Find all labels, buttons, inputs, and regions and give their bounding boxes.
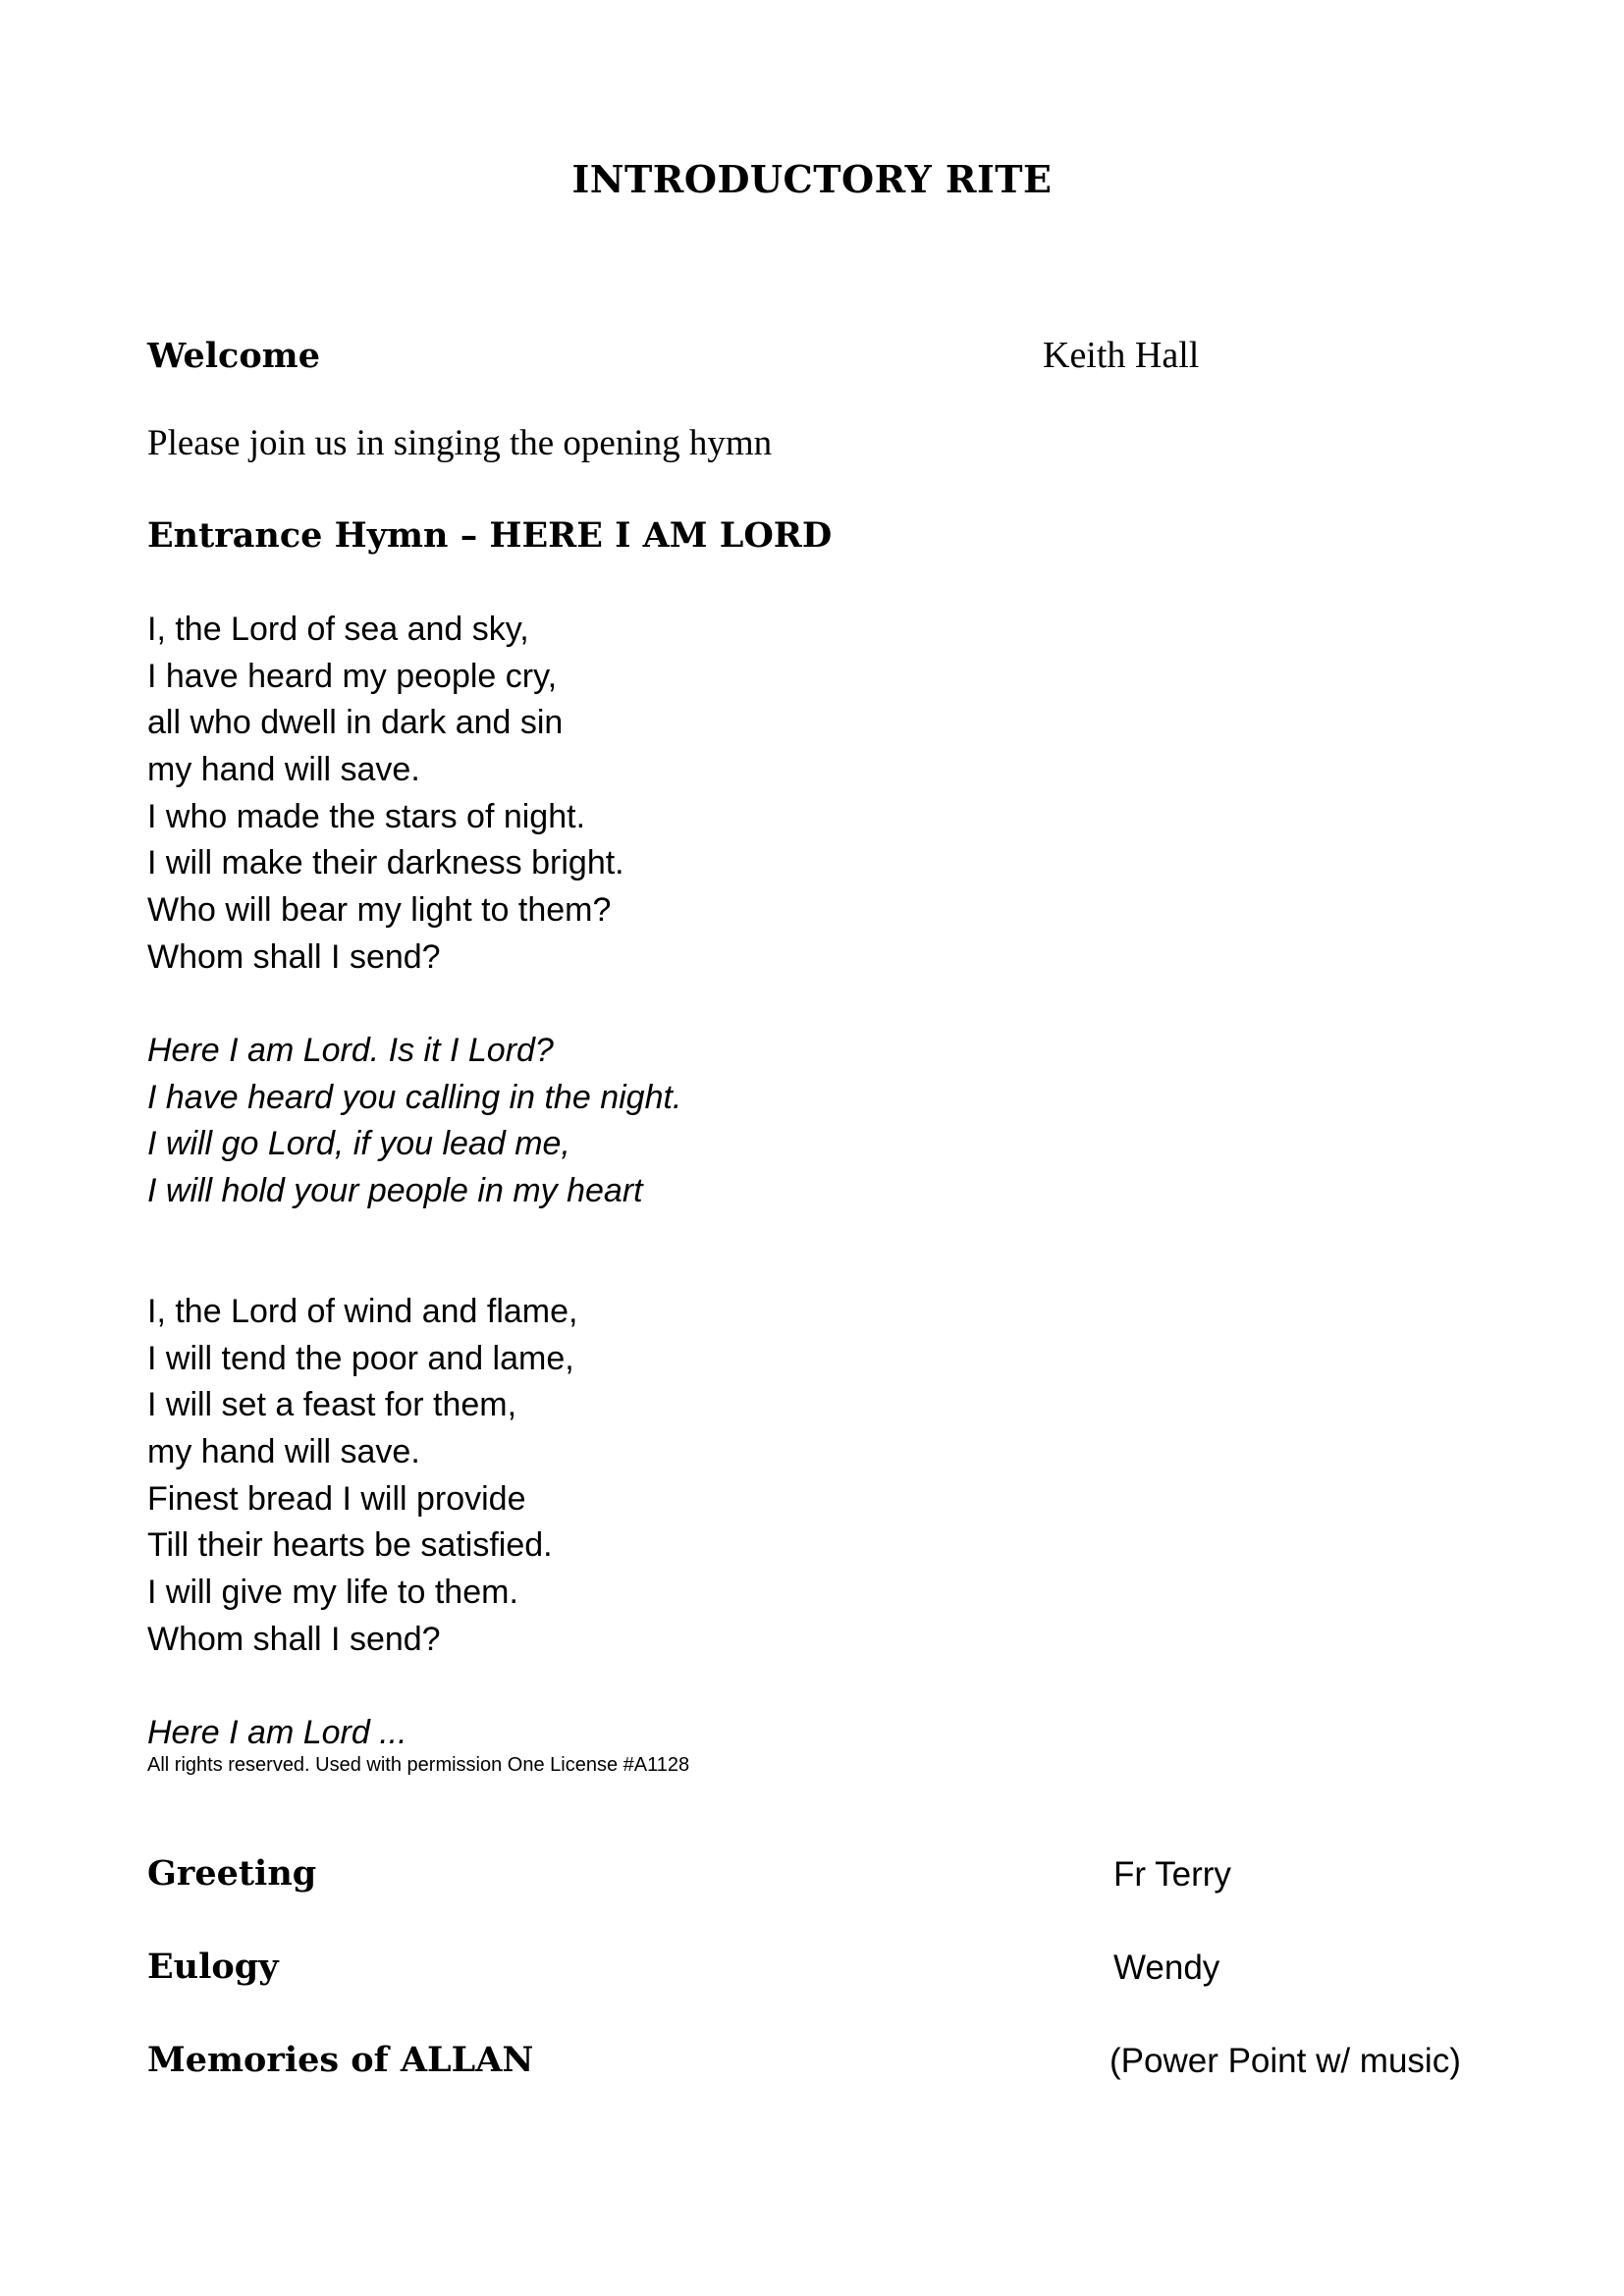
hymn-chorus [147,1028,681,1215]
verse-line: all who dwell in dark and sin [147,704,564,742]
chorus-line: Here I am Lord. Is it I Lord? [147,1032,554,1069]
hymn-verse-1 [147,607,624,982]
verse-line: Finest bread I will provide [147,1479,526,1518]
welcome-heading: Welcome [147,336,320,376]
chorus-line: I will go Lord, if you lead me, [147,1125,570,1163]
eulogy-heading: Eulogy [147,1947,279,1987]
verse-line: Whom shall I send? [147,937,441,976]
eulogy-person: Wendy [1113,1949,1220,1987]
verse-line: I, the Lord of wind and flame, [147,1293,578,1330]
verse-line: I will make their darkness bright. [147,844,624,882]
verse-line: I who made the stars of night. [147,797,586,835]
page-title: INTRODUCTORY RITE [571,157,1053,201]
entrance-hymn-heading: Entrance Hymn – HERE I AM LORD [147,515,833,556]
copyright-notice: All rights reserved. Used with permission One License #A1128 [147,1754,690,1776]
verse-line: I, the Lord of sea and sky, [147,611,529,648]
greeting-person: Fr Terry [1113,1855,1231,1894]
memories-heading: Memories of ALLAN [147,2040,534,2080]
hymn-verse-2 [147,1289,577,1664]
verse-line: I will tend the poor and lame, [147,1339,574,1377]
verse-line: Who will bear my light to them? [147,891,612,930]
hymn-refrain-reprise: Here I am Lord ... [147,1714,407,1751]
chorus-line: I will hold your people in my heart [147,1172,643,1210]
chorus-line: I have heard you calling in the night. [147,1078,682,1116]
verse-line: I have heard my people cry, [147,657,558,695]
hymn-instruction: Please join us in singing the opening hymn [147,423,773,463]
welcome-person: Keith Hall [1043,335,1200,376]
memories-detail: (Power Point w/ music) [1110,2042,1461,2080]
verse-line: my hand will save. [147,751,420,789]
greeting-heading: Greeting [147,1853,317,1894]
verse-line: I will give my life to them. [147,1574,518,1612]
verse-line: I will set a feast for them, [147,1386,517,1424]
verse-line: my hand will save. [147,1433,420,1471]
verse-line: Till their hearts be satisfied. [147,1526,553,1565]
verse-line: Whom shall I send? [147,1620,441,1658]
